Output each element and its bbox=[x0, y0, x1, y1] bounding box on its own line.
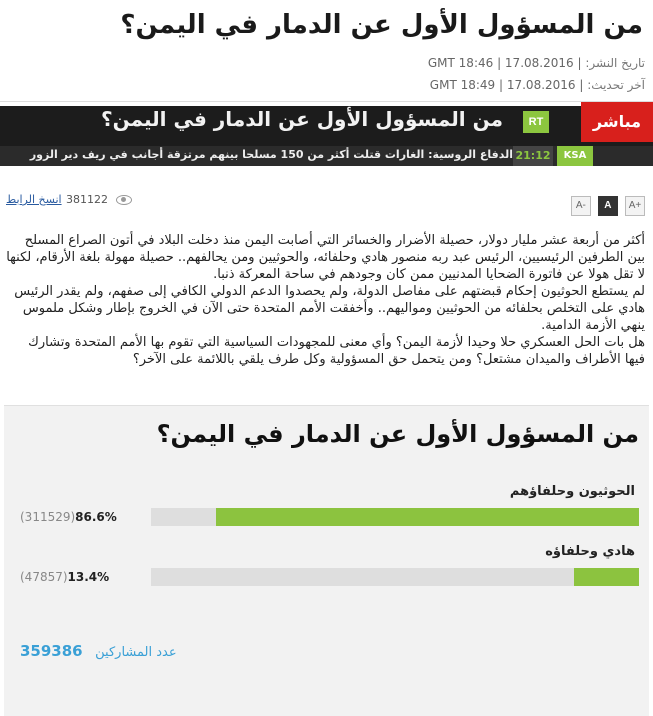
article-title: من المسؤول الأول عن الدمار في اليمن؟ bbox=[120, 10, 643, 40]
poll-widget bbox=[4, 405, 649, 716]
view-count-value: 381122 bbox=[66, 193, 108, 206]
poll-option-count: (47857) bbox=[20, 570, 68, 584]
published-value: GMT 18:46 | 17.08.2016 | bbox=[427, 56, 582, 70]
poll-option-count: (311529) bbox=[20, 510, 76, 524]
poll-question: من المسؤول الأول عن الدمار في اليمن؟ bbox=[156, 420, 639, 448]
published-date: تاريخ النشر: GMT 18:46 | 17.08.2016 | bbox=[427, 56, 645, 70]
font-increase-button[interactable]: A+ bbox=[625, 196, 645, 216]
poll-bar-fill bbox=[574, 568, 639, 586]
font-size-controls bbox=[569, 193, 645, 216]
paragraph: أكثر من أربعة عشر مليار دولار، حصيلة الأضرار والخسائر التي أصابت اليمن منذ دخلت البلاد في أتون الصراع المسلح بين الطرفين الرئيسيين، الرئيس عبد ربه منصور هادي وحلفائه، والحوثيين ومن يحالفهم.. حصيلة مهولة بلغة الأرقام، لكنها لا تقل هولا عن فاتورة الضحايا المدنيين ممن كان وجودهم في ساحة المعركة ذنبا. bbox=[6, 233, 645, 282]
eye-icon bbox=[116, 195, 132, 205]
participants-count bbox=[20, 642, 177, 660]
poll-option-result bbox=[20, 510, 117, 524]
ticker-time: 21:12 bbox=[513, 146, 553, 166]
updated-date: آخر تحديث: GMT 18:49 | 17.08.2016 | bbox=[429, 78, 645, 92]
poll-option-bar[interactable] bbox=[151, 568, 639, 586]
poll-option-percent: 13.4% bbox=[67, 570, 110, 584]
paragraph: هل بات الحل العسكري حلا وحيدا لأزمة اليمن؟ وأي معنى للمجهودات السياسية التي تقوم بها الأمم المتحدة وتشارك فيها الأطراف والميدان مشتعل؟ ومن يتحمل حق المسؤولية وكل طرف يلقي باللائمة على الآخر؟ bbox=[28, 335, 645, 367]
video-player[interactable] bbox=[0, 101, 653, 184]
article-body bbox=[4, 232, 645, 368]
ticker-text: الدفاع الروسية: الغارات قتلت أكثر من 150 مسلحا بينهم مرتزقة أجانب في ريف دير الزور bbox=[29, 148, 513, 161]
poll-option-label: الحوثيون وحلفاؤهم bbox=[509, 484, 635, 499]
rt-logo: RT bbox=[523, 111, 549, 133]
live-badge: مباشر bbox=[581, 102, 653, 142]
poll-option-bar[interactable] bbox=[151, 508, 639, 526]
poll-bar-fill bbox=[216, 508, 639, 526]
paragraph: لم يستطع الحوثيون إحكام قبضتهم على مفاصل الدولة، ولم يحصدوا الدعم الدولي الكافي إلى صفهم، ولم يقدر الرئيس هادي على التخلص بحلفائه من الحوثيين ومواليهم.. وأخفقت الأمم المتحدة حتى الآن في الخروج بإطار وشكل ملموس ينهي الأزمة الدامية. bbox=[14, 284, 645, 333]
poll-option-result bbox=[20, 570, 109, 584]
view-count bbox=[66, 193, 132, 206]
updated-value: GMT 18:49 | 17.08.2016 | bbox=[429, 78, 584, 92]
font-normal-button[interactable]: A bbox=[598, 196, 618, 216]
font-decrease-button[interactable]: A- bbox=[571, 196, 591, 216]
ksa-label: KSA bbox=[557, 146, 593, 166]
copy-link[interactable]: انسخ الرابط bbox=[6, 193, 62, 206]
video-headline: من المسؤول الأول عن الدمار في اليمن؟ bbox=[101, 107, 503, 131]
participants-number: 359386 bbox=[20, 642, 83, 660]
poll-option-label: هادي وحلفاؤه bbox=[545, 544, 635, 559]
participants-label: عدد المشاركين bbox=[95, 645, 177, 660]
poll-option-percent: 86.6% bbox=[75, 510, 117, 524]
